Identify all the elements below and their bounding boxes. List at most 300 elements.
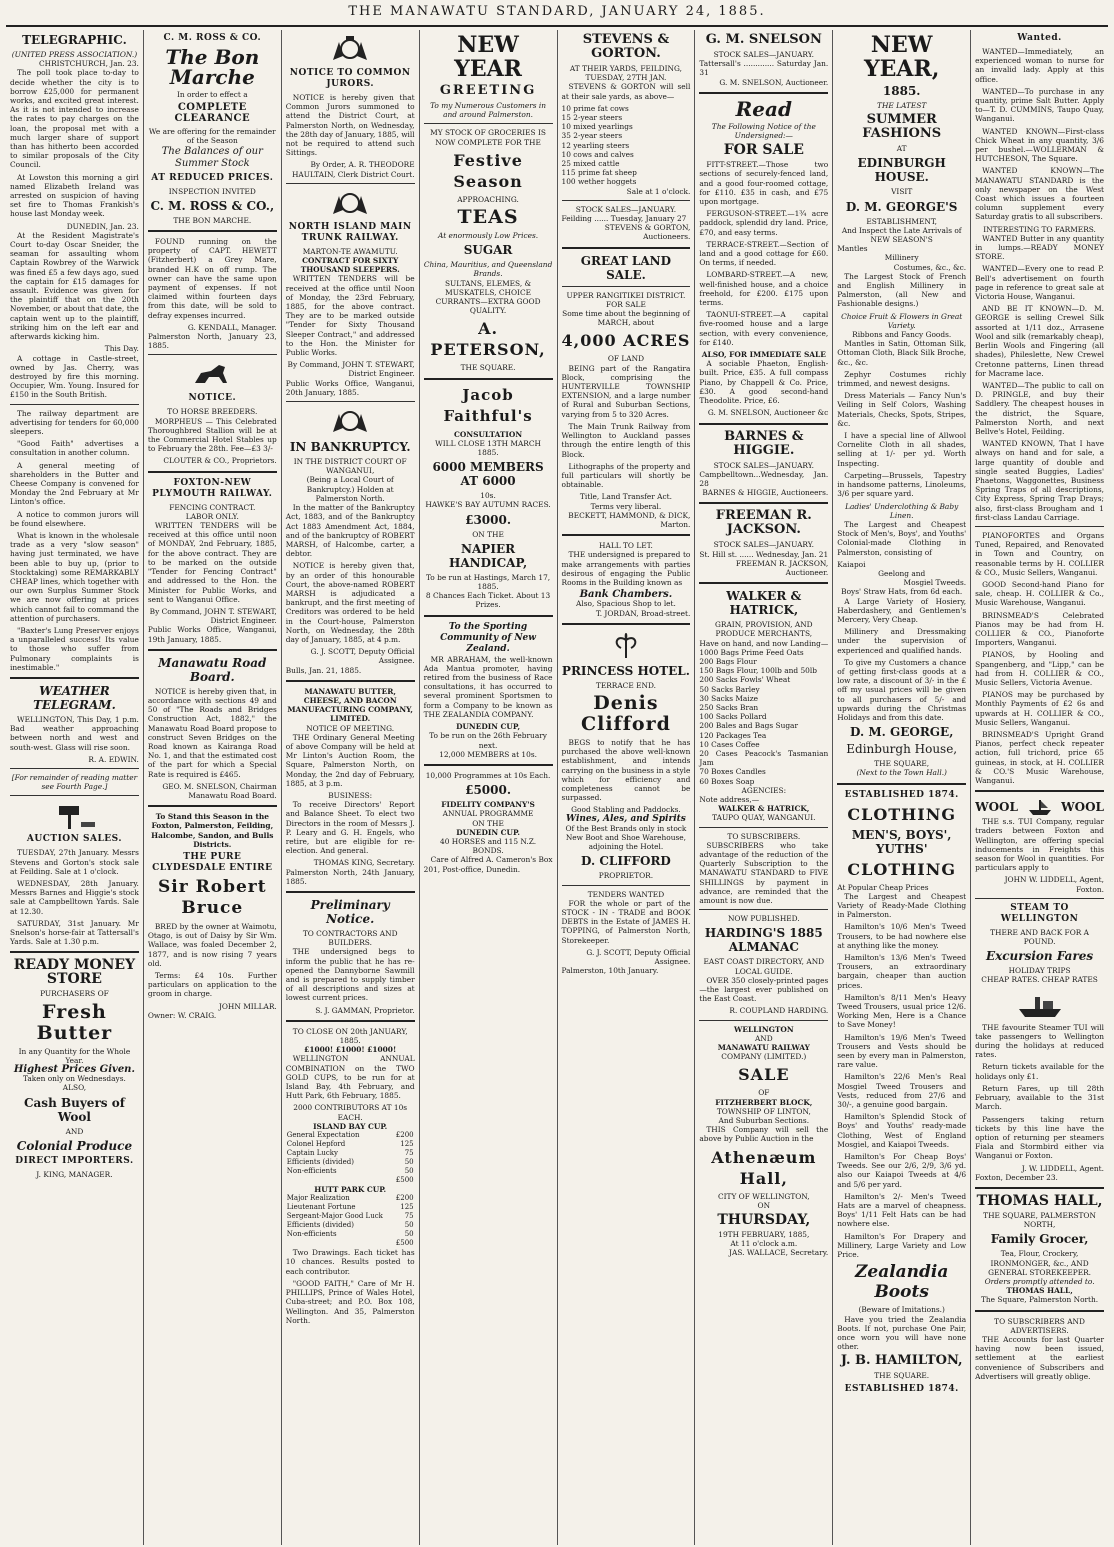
article-paragraph: The railway department are advertising for tenders for 60,000 sleepers. — [10, 408, 139, 436]
stewart-signature: By Command, JOHN T. STEWART, District Engineer. — [287, 360, 415, 379]
dateline: DUNEDIN, Jan. 23. — [66, 221, 139, 231]
clothing2-heading: CLOTHING — [847, 859, 957, 879]
hawkes-line: HAWKE'S BAY AUTUMN RACES. — [425, 500, 551, 510]
divider — [837, 783, 966, 785]
edinburgh-heading: EDINBURGH HOUSE. — [857, 156, 946, 185]
notice-heading: NOTICE. — [188, 393, 237, 404]
close-line: WILL CLOSE 13TH MARCH 1885. — [435, 438, 541, 458]
bank-line: Bank Chambers. — [579, 589, 673, 601]
prize-amount-cell: £500 — [395, 1239, 414, 1248]
divider — [562, 200, 691, 201]
stand-line: To Stand this Season in the Foxton, Palmerston, Feilding, Halcombe, Sandon, and Bulls Districts. — [151, 812, 274, 849]
divider — [424, 615, 553, 617]
also-text: A sociable Phaeton, English-built. Price, £35. A full compass Piano, by Chappell & Co. Price, £30. A good second-hand Theodolite. Price, £6. — [699, 359, 829, 406]
kendall-signature: G. KENDALL, Manager. — [187, 322, 277, 332]
prize-name-cell: Colonel Hepford — [286, 1140, 346, 1149]
gamman-signature: S. J. GAMMAN, Proprietor. — [315, 1005, 415, 1015]
list-item: 115 prime fat sheep — [561, 168, 637, 178]
subs-text: SUBSCRIBERS who take advantage of the reduction of the Quarterly Subscription to the MANAWATU STANDARD to FIVE SHILLINGS by payment in advance, are reminded that the amount is now due. — [699, 840, 829, 906]
list-item: 25 mixed cattle — [561, 159, 620, 169]
scott-signature: G. J. SCOTT, Deputy Official Assignee. — [586, 947, 691, 967]
tea-line: Tea, Flour, Crockery, — [1000, 1249, 1079, 1259]
king-date: Palmerston North, 24th January, 1885. — [285, 867, 415, 886]
lombard-text: LOMBARD-STREET.—A new, well-finished house, and a choice freehold, for £200. £175 upon terms. — [699, 270, 829, 308]
ten-line: 10s. — [480, 491, 496, 501]
of-line: OF — [758, 1088, 770, 1098]
freeman-stock-line: STOCK SALES—JANUARY. — [713, 540, 815, 550]
jurors-text: NOTICE is hereby given that Common Jurors summoned to attend the District Court, at Palmerston North, on Wednesday, the 28th day of January, 1885, will not be required to attend such Sittings. — [285, 93, 415, 158]
also-line: ALSO, — [62, 1083, 87, 1093]
city-line: CITY OF WELLINGTON, — [717, 1191, 810, 1201]
tui-text: THE s.s. TUI Company, regular traders between Foxton and Wellington, are offering special inducements in Freights this season for Wool in quantities. For particulars apply to — [975, 817, 1104, 873]
list-item: 100 Sacks Pollard — [699, 712, 767, 722]
begs-text: BEGS to notify that he has purchased the above well-known establishment, and intends carrying on the business in a style which for efficiency and completeness cannot be surpassed. — [561, 737, 691, 803]
column-6 — [695, 30, 833, 1545]
boot-line: New Boot and Shoe Warehouse, adjoining the Hotel. — [565, 832, 687, 852]
beckett-signature: BECKETT, HAMMOND, & DICK, Marton. — [568, 510, 691, 529]
list-item: 200 Sacks Fowls' Wheat — [699, 675, 791, 685]
dmg-heading: D. M. GEORGE, — [850, 725, 954, 740]
prize-name-cell: Captain Lucky — [286, 1149, 338, 1158]
george-heading: D. M. GEORGE'S — [845, 199, 958, 214]
horse-breeders-line: TO HORSE BREEDERS. — [167, 407, 258, 417]
teas-heading: TEAS — [457, 206, 519, 229]
article-paragraph: A notice to common jurors will be found elsewhere. — [10, 509, 139, 528]
members-line: 6000 MEMBERS AT 6000 — [432, 460, 544, 489]
divider — [975, 790, 1104, 792]
dunedin-heading: DUNEDIN CUP, — [456, 722, 521, 732]
business-text: To receive Directors' Report and Balance Sheet. To elect two Directors in the room of Messrs J. P. Leary and G. H. Engels, who retire, but are eligible for re-election. And general. — [285, 800, 415, 856]
read-heading: Read — [735, 96, 792, 121]
table-row — [286, 1149, 415, 1158]
table-row — [286, 1167, 415, 1176]
hamilton-ad: Hamilton's 2/- Men's Tweed Hats are a marvel of cheapness. Boys' 1/11 Felt Hats can be had nowhere else. — [837, 1191, 967, 1229]
divider — [148, 230, 277, 232]
butter-company-heading: MANAWATU BUTTER, CHEESE, AND BACON MANUFACTURING COMPANY, LIMITED. — [287, 686, 413, 724]
piano-ad: GOOD Second-hand Piano for sale, cheap. H. COLLIER & Co., Music Warehouse, Wanganui. — [975, 579, 1104, 608]
divider — [975, 526, 1104, 527]
harding-heading: HARDING'S 1885 ALMANAC — [704, 926, 823, 955]
title-line: Title, Land Transfer Act. — [579, 492, 672, 502]
festive-heading: Festive Season — [453, 150, 523, 191]
close-line: TO CLOSE ON 20th JANUARY, 1885. — [292, 1026, 408, 1046]
for-sale-line: FOR SALE — [606, 299, 646, 309]
grain-line: GRAIN, PROVISION, AND PRODUCE MERCHANTS, — [715, 620, 813, 639]
table-row — [286, 1230, 415, 1239]
prize-name-cell — [286, 1176, 388, 1185]
table-row — [286, 1203, 415, 1212]
robert-bruce-heading: Sir Robert Bruce — [158, 876, 267, 918]
fencing-line: FENCING CONTRACT. — [169, 502, 256, 512]
fitz-line: FITZHERBERT BLOCK, — [715, 1097, 813, 1107]
annual-text: WELLINGTON ANNUAL COMBINATION on the TWO GOLD CUPS, to be run for at Island Bay, 4th February, and Hutt Park, 6th February, 1885. — [285, 1054, 415, 1101]
stock-line: MY STOCK OF GROCERIES IS NOW COMPLETE FOR THE — [430, 128, 546, 147]
princess-heading: PRINCESS HOTEL. — [561, 663, 690, 678]
cheap-line: CHEAP RATES. CHEAP RATES — [981, 975, 1098, 985]
list-item: 250 Sacks Bran — [699, 702, 759, 712]
stewart-signature: By Command, JOHN T. STEWART, District Engineer. — [149, 606, 277, 626]
and-line: AND — [754, 1033, 773, 1043]
athenaeum-heading: Athenæum Hall, — [711, 1147, 817, 1188]
peterson-heading: A. PETERSON, — [430, 319, 546, 360]
snelson2-signature: G. M. SNELSON, Auctioneer &c — [707, 408, 829, 418]
table-row — [286, 1221, 415, 1230]
bankruptcy-notice: NOTICE is hereby given that, by an order of this honourable Court, the above-named ROBERT MARSH is adjudicated a bankrupt, and the first meeting of Creditors was ordered to be held in the Court-house, Palmerston North, on Wednesday, the 28th day of January, 1885, at 4 p.m. — [285, 561, 415, 644]
hutt-park-heading: HUTT PARK CUP. — [314, 1185, 387, 1195]
east-line: EAST COAST DIRECTORY, AND LOCAL GUIDE. — [703, 957, 825, 976]
steam-heading: STEAM TO WELLINGTON — [1000, 902, 1079, 924]
consult-line: CONSULTATION — [454, 429, 523, 439]
wool-left: WOOL — [975, 800, 1018, 815]
clydesdale-line: THE PURE CLYDESDALE ENTIRE — [152, 851, 273, 873]
weather-signature: R. A. EDWIN. — [88, 754, 139, 764]
divider — [148, 471, 277, 473]
piano-ad: PIANOFORTES and Organs Tuned, Repaired, and Renovated in Town and Country, on reasonable terms by H. COLLIER & CO., Music Sellers, Wanganui. — [975, 530, 1104, 577]
liddell-signature: JOHN W. LIDDELL, Agent, Foxton. — [1004, 875, 1104, 894]
main-text: The Main Trunk Railway from Wellington to Auckland passes through the entire length of this Block. — [561, 421, 691, 459]
suburban-line: And Suburban Sections. — [718, 1116, 810, 1126]
cash-buyers-heading: Cash Buyers of Wool — [23, 1095, 125, 1124]
bon-marche-line: THE BON MARCHE. — [173, 215, 252, 225]
royal-crest-icon — [327, 188, 373, 218]
taken-line: Taken only on Wednesdays. — [23, 1074, 126, 1084]
fav-text: THE favourite Steamer TUI will take passengers to Wellington during the holidays at reduced rates. — [975, 1022, 1104, 1060]
walker2-line: WALKER & HATRICK, — [718, 804, 810, 814]
there-line: THERE AND BACK FOR A POUND. — [990, 927, 1089, 947]
prize2-line: £5000. — [465, 783, 512, 798]
divider — [699, 582, 828, 584]
divider — [562, 247, 691, 249]
choice-line: Choice Fruit & Flowers in Great Variety. — [841, 311, 963, 330]
divider — [975, 1310, 1104, 1312]
royal-crest-icon — [327, 406, 373, 436]
jb-heading: J. B. HAMILTON, — [840, 1353, 963, 1369]
estab-line: ESTABLISHMENT, — [866, 216, 938, 226]
iron-line: IRONMONGER, &c., AND GENERAL STOREKEEPER. — [988, 1258, 1092, 1277]
prize-amount-cell: 50 — [404, 1158, 414, 1167]
wines-line: Wines, Ales, and Spirits — [566, 813, 686, 824]
stock-list — [562, 104, 691, 187]
article-paragraph: "Baxter's Lung Preserver enjoys a unparalleled success! Its value to those who suffer from Pulmonary complaints is inestimable." — [10, 625, 139, 672]
divider — [10, 795, 139, 796]
island-bay-heading: ISLAND BAY CUP. — [313, 1121, 388, 1131]
railway-line: MANAWATU RAILWAY — [717, 1043, 810, 1053]
kaiapoi-line: Kaiapoi — [837, 559, 866, 569]
jurors-heading: NOTICE TO COMMON JURORS. — [289, 68, 411, 89]
zephyr-text: Zephyr Costumes richly trimmed, and newest designs. — [837, 369, 967, 389]
fidelity-heading: FIDELITY COMPANY'S — [441, 800, 535, 810]
horses-line: 40 HORSES and 115 N.Z. BONDS. — [440, 836, 537, 856]
wallace-signature: JAS. WALLACE, Secretary. — [729, 1248, 829, 1258]
bon-marche-title: The Bon Marche — [165, 45, 260, 89]
prelim-heading: Preliminary Notice. — [310, 898, 390, 927]
taupo-line: TAUPO QUAY, WANGANUI. — [712, 813, 816, 823]
wool-header — [975, 797, 1104, 817]
feilding-line: Feilding ...... Tuesday, January 27 — [561, 214, 687, 224]
greeting-heading: GREETING — [439, 83, 537, 98]
freeman-signature: FREEMAN R. JACKSON, Auctioneer. — [735, 558, 829, 577]
walker-heading: WALKER & HATRICK, — [726, 589, 802, 618]
divider — [975, 1187, 1104, 1189]
sq-line: THE SQUARE, — [874, 759, 930, 769]
column-8 — [971, 30, 1108, 1545]
highest-prices-line: Highest Prices Given. — [13, 1064, 135, 1076]
list-item: 30 Sacks Maize — [699, 693, 758, 703]
and-line: AND — [65, 1126, 84, 1136]
list-item: 70 Boxes Candles — [699, 767, 766, 777]
hab-text: A Large Variety of Hosiery, Haberdashery, and Gentlemen's Mercery, Very Cheap. — [837, 596, 967, 624]
article-paragraph: At the Resident Magistrate's Court to-day Oscar Sneider, the seaman for assaulting whom Captain Rowbrey of the Warwick was fined £5 a few days ago, sued the captain for £15 damages for assault. Evidence was given for the plaintiff that on the 20th November, or about that date, the captain went up to the plaintiff, striking him on the left ear and afterwards kicking him. — [10, 230, 139, 342]
run-line: To be run at Hastings, March 17, 1885. — [425, 572, 551, 592]
tatt-line: Tattersall's ............. Saturday Jan. 31 — [699, 59, 829, 78]
sultanas-line: SULTANS, ELEMES, & MUSKATELS, CHOICE CURRANTS—EXTRA GOOD QUALITY. — [435, 278, 541, 316]
hamilton-list — [837, 922, 966, 1259]
divider — [10, 677, 139, 679]
any-quantity-line: In any Quantity for the Whole Year. — [18, 1046, 131, 1065]
beware-line: (Beware of Imitations.) — [858, 1305, 945, 1315]
litho-text: Lithographs of the property and full particulars will shortly be obtainable. — [561, 461, 691, 490]
campbell-line: Campbelltown...Wednesday, Jan. 28 — [699, 469, 829, 488]
largest-text: The Largest Stock of French and English Millinery in Palmerston, (all New and Fashionable designs.) — [837, 271, 967, 309]
prize-amount-cell: 50 — [404, 1230, 414, 1239]
article-paragraph: The poll took place to-day to decide whether the city is to borrow £25,000 for permanent works, and excited great interest. As it is not intended to increase the rates to pay charges on the loan, the proposal met with a much larger share of support than has hitherto been accorded to similar proposals of the City Council. — [10, 68, 139, 170]
wool-right: WOOL — [1061, 800, 1104, 815]
programmes-line: 10,000 Programmes at 10s Each. — [425, 770, 551, 780]
fresh-butter-heading: Fresh Butter — [36, 1000, 113, 1044]
barnes-stock-line: STOCK SALES—JANUARY. — [713, 460, 815, 470]
terrace-line: TERRACE END. — [595, 680, 656, 690]
excursion-heading: Excursion Fares — [985, 949, 1094, 964]
piano-ad: BRINSMEAD'S Upright Grand Pianos, perfect check repeater action, full trichord, price 65 guineas, in stock, at H. COLLIER & CO.'S Music Warehouse, Wanganui. — [975, 730, 1104, 786]
purchasers-line: PURCHASERS OF — [40, 989, 109, 999]
divider — [148, 354, 277, 355]
zealandia-heading: Zealandia Boots — [854, 1262, 949, 1303]
stock-sales-line: STOCK SALES—JANUARY. — [575, 204, 677, 214]
subs-heading: TO SUBSCRIBERS. — [727, 831, 801, 841]
clothing-heading: CLOTHING — [847, 804, 957, 824]
divider — [286, 891, 415, 893]
tender-text: WRITTEN TENDERS will be received at this office until noon of MONDAY, 2nd February, 1885, for the above contract. They are to be marked on the outside "Tender for Fencing Contract" and addressed to the Hon. the Minister for Public Works, and sent to Wanganui Office. — [147, 521, 277, 604]
divider — [699, 423, 828, 425]
list-item: 1000 Bags Prime Feed Oats — [699, 647, 804, 657]
company-line: COMPANY (LIMITED.) — [721, 1052, 807, 1062]
prize-name-cell: Non-efficients — [286, 1167, 337, 1176]
divider — [10, 404, 139, 405]
list-item: 150 Bags Flour, 100lb and 50lb — [699, 666, 817, 676]
firm-name: C. M. ROSS & CO. — [163, 33, 262, 43]
special-text: I have a special line of Allwool Cornelite Cloth in all shades, selling at 1/- per yd. Worth Inspecting. — [837, 431, 967, 468]
near-line: (Next to the Town Hall.) — [856, 768, 947, 778]
morpheus-text: MORPHEUS — This Celebrated Thoroughbred Stallion will be at the Commercial Hotel Stables up to February the 28th. Fee—£3 3/- — [147, 416, 277, 454]
ready-money-heading: READY MONEY STORE — [13, 957, 136, 988]
king-signature: THOMAS KING, Secretary. — [313, 858, 415, 868]
auction-heading: AUCTION SALES. — [26, 834, 122, 845]
pass-text: Passengers taking return tickets by this line have the option of returning per steamers Fiala and Stormbird either via Wanganui or Foxton. — [975, 1114, 1104, 1161]
court-line-2: (Being a Local Court of Bankruptcy.) Holden at Palmerston North. — [306, 475, 394, 503]
prize-name-cell: Efficients (divided) — [286, 1221, 354, 1230]
kendall-date: Palmerston North, January 23, 1885. — [147, 332, 277, 351]
terms-line: Terms very liberal. — [590, 501, 662, 511]
ship-icon — [1027, 798, 1053, 816]
care-text: Care of Alfred A. Cameron's Box 201, Post-office, Dunedin. — [423, 855, 553, 874]
approaching-line: APPROACHING. — [457, 194, 519, 204]
denis-heading: Denis Clifford — [581, 691, 671, 735]
prize-amount-cell: £500 — [395, 1176, 414, 1185]
scott-date: Palmerston, 10th January. — [561, 966, 659, 976]
piano-ad: PIANOS, by Hooling and Spangenberg, and "Lipp," can be had from H. COLLIER & CO., Music Sellers, Victoria Avenue. — [975, 650, 1104, 687]
tuesday-line: TUESDAY, 27TH JAN. — [585, 73, 667, 83]
contract-line: CONTRACT FOR SIXTY THOUSAND SLEEPERS. — [300, 256, 400, 275]
accounts-text: THE Accounts for last Quarter having now been issued, settlement at the earliest convenience of Subscribers and Advertisers will greatly oblige. — [975, 1334, 1104, 1381]
prize-name-cell: Major Realization — [286, 1194, 350, 1203]
scott-signature: G. J. SCOTT, Deputy Official Assignee. — [310, 647, 415, 666]
hamilton-ad: Hamilton's 13/6 Men's Tweed Trousers, an extraordinary bargain, cheaper than auction prices. — [837, 953, 967, 990]
dress-text: Dress Materials — Fancy Nun's Veiling in Self Colors, Washing Materials, Checks, Spots, Stripes, &c. — [837, 391, 967, 428]
divider — [562, 286, 691, 287]
piano-ad: BRINSMEAD'S Celebrated Pianos may be had from H. COLLIER & CO., Pianoforte Importers, Wanganui. — [975, 610, 1104, 648]
columns — [6, 30, 1108, 1545]
list-item: 15 2-year steers — [561, 113, 623, 123]
sporting-heading: To the Sporting Community of New Zealand. — [440, 621, 537, 654]
prize-name-cell: Sergeant-Major Good Luck — [286, 1212, 383, 1221]
hamilton-ad: Hamilton's 19/6 Men's Tweed Trousers and Vests should be seen by every man in Palmerston, rare value. — [837, 1032, 967, 1070]
wanted-ad: WANTED—To purchase in any quantity, prime Salt Butter. Apply to—T. D. CUMMINS, Taupo Quay, Wanganui. — [975, 86, 1104, 124]
thesq-line: THE SQUARE. — [874, 1371, 930, 1381]
also-heading: ALSO, FOR IMMEDIATE SALE — [701, 350, 826, 360]
boys-line: Boys' Straw Hats, from 6d each. — [841, 587, 963, 597]
list-item: 10 Cases Coffee — [699, 739, 760, 749]
gorton-signature: STEVENS & GORTON, Auctioneers. — [604, 223, 691, 242]
intro-line: In order to effect a — [176, 90, 248, 99]
edin-heading: Edinburgh House, — [846, 742, 958, 757]
bred-text: BRED by the owner at Waimotu, Otago, is out of Daisy by Sir Wm. Wallace, was foaled December 2, 1877, and is now rising 7 years old. — [147, 921, 277, 968]
millar-signature: JOHN MILLAR. — [218, 1001, 277, 1011]
carpeting-text: Carpeting—Brussels, Tapestry in handsome patterns, Linoleums, 3/6 per square yard. — [837, 470, 967, 499]
wanted-ad: AND BE IT KNOWN—D. M. GEORGE is selling Crewel Silk assorted at 1/11 doz., Arrasene Wool and silk (remarkably cheap), Berlin Wools and Fingering (all shades), Phileslette, New Crewel Cretonne patterns, Linen thread for Macrame lace. — [975, 304, 1104, 378]
best-line: Of the Best Brands only in stock — [565, 823, 687, 833]
summer-heading: SUMMER FASHIONS — [862, 112, 942, 142]
bankruptcy-heading: IN BANKRUPTCY. — [289, 440, 411, 455]
reduced-heading: AT REDUCED PRICES. — [151, 172, 274, 183]
taonui-text: TAONUI-STREET.—A capital five-roomed house and a large section, with every convenience, for £140. — [699, 310, 829, 347]
nimt-heading: NORTH ISLAND MAIN TRUNK RAILWAY. — [288, 221, 412, 243]
list-item: 10 cows and calves — [561, 149, 634, 159]
snelson-signature: GEO. M. SNELSON, Chairman Manawatu Road Board. — [162, 781, 277, 800]
list-item: 50 Sacks Barley — [699, 684, 760, 694]
balances-line: The Balances of our Summer Stock — [161, 145, 263, 169]
subs-heading: TO SUBSCRIBERS AND ADVERTISERS. — [994, 1316, 1085, 1335]
divider — [424, 764, 553, 766]
geelong-line: Geelong and — [878, 568, 926, 578]
fitt-text: FITT-STREET.—Those two sections of securely-fenced land, and a good four-roomed cottage, for £110. £35 in cash, and £75 upon mortgage. — [699, 160, 829, 207]
list-item: 12 yearling steers — [561, 140, 630, 150]
table-row — [286, 1158, 415, 1167]
divider — [424, 378, 553, 380]
dcup-line: DUNEDIN CUP. — [456, 827, 520, 837]
sugar-heading: SUGAR — [463, 243, 513, 258]
business-label: BUSINESS: — [328, 790, 373, 800]
hall-heading: HALL TO LET. — [599, 541, 653, 551]
run2-line: To be run on the 26th February next. — [429, 731, 547, 750]
prize-amount-cell: 50 — [404, 1167, 414, 1176]
royal-crest-icon — [327, 34, 373, 64]
ribbons-line: Ribbons and Fancy Goods. — [852, 330, 952, 340]
at-line: AT THEIR YARDS, FEILDING, — [569, 64, 682, 73]
direct-importers: DIRECT IMPORTERS. — [15, 1155, 134, 1166]
intro-text: STEVENS & GORTON will sell at their sale yards, as above— — [561, 82, 691, 101]
costumes-line: Costumes, &c., &c. — [893, 262, 967, 272]
abraham-text: MR ABRAHAM, the well-known Ada Mantua promoter, having retired from the business of Race consultations, it has occurred to several prominent Sportsmen to form a Company to be known as THE ZEALANDIA COMPANY. — [423, 654, 553, 719]
prize-amount-cell: £200 — [395, 1194, 414, 1203]
wanted-ad: WANTED—The public to call on D. PRINGLE, and buy their Saddlery. The cheapest houses in the district, the Square, Palmerston North, and next Bellve's Hotel, Feilding. — [975, 380, 1104, 436]
over-text: OVER 350 closely-printed pages—the largest ever published on the East Coast. — [699, 975, 829, 1004]
wanted-ad: WANTED—Every one to read P. Bell's advertisement on fourth page in reference to great sale at Victoria House, Wanganui. — [975, 264, 1104, 302]
hall-heading: THOMAS HALL, — [976, 1192, 1103, 1209]
latest-line: THE LATEST — [877, 101, 927, 110]
column-5 — [558, 30, 696, 1545]
being-text: BEING part of the Rangatira Block, comprising the HUNTERVILLE TOWNSHIP EXTENSION, and a large number of Rural and Suburban Sections, varying from 5 to 320 Acres. — [561, 363, 691, 419]
family-heading: Family Grocer, — [990, 1232, 1089, 1247]
haultain-signature: By Order, A. R. THEODORE HAULTAIN, Clerk District Court. — [291, 160, 415, 179]
march-line: MARCH, about — [597, 318, 655, 328]
feather-crest-icon — [603, 630, 649, 660]
table-row — [286, 1194, 415, 1203]
owner-line: Owner: W. CRAIG. — [147, 1010, 217, 1020]
largest2-text: The Largest and Cheapest Variety of Ready-Made Clothing in Palmerston. — [837, 891, 967, 920]
hamilton-ad: Hamilton's 10/6 Men's Tweed Trousers, to be had nowhere else at anything like the money. — [837, 922, 967, 950]
matter-text: In the matter of the Bankruptcy Act, 1883, and of the Bankruptcy Act 1883 Amendment Act, 1884, and of the bankruptcy of ROBERT MARSH, of Halcombe, carter, a debtor. — [285, 503, 415, 559]
of-land-line: OF LAND — [607, 354, 645, 364]
divider — [10, 768, 139, 769]
list-item: 100 wether hoggets — [561, 177, 637, 187]
tenders-heading: TENDERS WANTED — [587, 889, 665, 899]
prize-name-cell — [286, 1239, 393, 1248]
hammer-icon — [51, 800, 97, 830]
clifford-heading: D. CLIFFORD — [581, 854, 671, 869]
liddell2-signature: J. W. LIDDELL, Agent. — [1021, 1163, 1104, 1173]
suits-text: The Largest and Cheapest Stock of Men's, Boys', and Youths' Colonial-made Clothing in Palmerston, consisting of — [837, 519, 967, 557]
mill-text: Millinery and Dressmaking under the supervision of experienced and qualified hands. — [837, 627, 967, 655]
meeting-text: THE Ordinary General Meeting of above Company will be held at Mr Linton's Auction Room, the Square, Palmerston North, on Monday, the 2nd day of February, 1885, at 3 p.m. — [285, 732, 415, 788]
low-line: At enormously Low Prices. — [438, 231, 539, 241]
stewart-date: Public Works Office, Wanganui, 19th January, 1885. — [147, 625, 277, 644]
estab3-line: ESTABLISHED 1874. — [844, 1383, 959, 1394]
list-item: 10 prime fat cows — [561, 103, 629, 113]
table-row — [286, 1131, 415, 1140]
divider — [699, 909, 828, 910]
this-co-text: THIS Company will sell the above by Public Auction in the — [699, 1125, 829, 1144]
tenders-text: FOR the whole or part of the STOCK - IN - TRADE and BOOK DEBTS in the Estate of JAMES H. TOPPING, of Palmerston North, Storekeeper. — [561, 898, 691, 945]
prize-amount-cell: 50 — [404, 1221, 414, 1230]
hamilton-ad: Hamilton's 22/6 Men's Real Mosgiel Tweed Trousers and Vests, reduced from 27/6 and 30/-, a genuine good bargain. — [837, 1072, 967, 1110]
reminder-note: [For remainder of reading matter see Fourth Page.] — [11, 773, 138, 792]
new-year-heading: NEW YEAR — [454, 32, 522, 82]
inspect-line: And Inspect the Late Arrivals of NEW SEASON'S — [841, 225, 962, 245]
clouter-signature: CLOUTER & CO., Proprietors. — [163, 456, 277, 466]
foxton-heading: FOXTON-NEW PLYMOUTH RAILWAY. — [152, 477, 273, 499]
firm-heading: STEVENS & GORTON. — [582, 32, 670, 61]
at-line: AT — [896, 144, 907, 154]
auction-item: WEDNESDAY, 28th January. Messrs Barnes and Higgie's stock sale at Campbelltown Yards. Sale at 12.30. — [10, 879, 139, 916]
year-heading: 1885. — [882, 84, 921, 98]
invited-line: INSPECTION INVITED — [168, 186, 256, 196]
sale-heading: SALE — [738, 1065, 790, 1085]
hamilton-ad: Hamilton's 8/11 Men's Heavy Tweed Trousers, usual price 12/6. Working Men, Here is a Chance to Save Money! — [837, 992, 967, 1030]
list-item: 60 Boxes Soap — [699, 776, 755, 786]
great-land-heading: GREAT LAND SALE. — [580, 253, 672, 282]
steamer-icon — [1017, 989, 1063, 1019]
stock-line: STOCK SALES—JANUARY. — [713, 50, 815, 59]
